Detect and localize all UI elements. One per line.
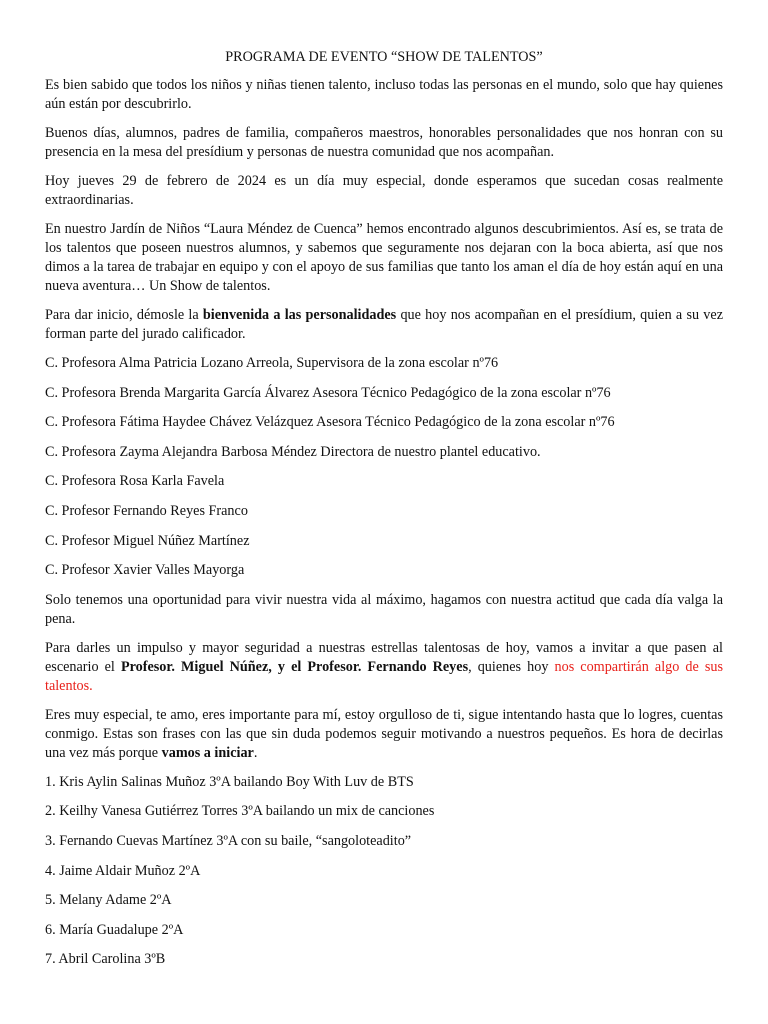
jury-member: C. Profesora Brenda Margarita García Álvarez Asesora Técnico Pedagógico de la zona escolar nº76 <box>45 384 611 401</box>
encourage-bold-text: vamos a iniciar <box>161 744 254 761</box>
welcome-text-end: que hoy nos acompañan en el presídium, quien a su vez forman parte del jurado calificador. <box>45 307 723 342</box>
intro-paragraph-1: Es bien sabido que todos los niños y niñas tienen talento, incluso todas las personas en el mundo, solo que hay quienes aún están por descubrirlo. <box>45 77 723 112</box>
jury-member: C. Profesora Alma Patricia Lozano Arreola, Supervisora de la zona escolar nº76 <box>45 355 499 371</box>
encourage-paragraph <box>45 706 723 763</box>
date-paragraph: Hoy jueves 29 de febrero de 2024 es un día muy especial, donde esperamos que sucedan cosas realmente extraordinarias. <box>45 173 723 208</box>
performer-item: 1. Kris Aylin Salinas Muñoz 3ºA bailando Boy With Luv de BTS <box>45 773 414 790</box>
performer-item: 6. María Guadalupe 2ºA <box>45 921 184 938</box>
welcome-paragraph <box>45 306 723 344</box>
greeting-paragraph: Buenos días, alumnos, padres de familia, compañeros maestros, honorables personalidades que nos honran con su presencia en la mesa del presídium y personas de nuestra comunidad que nos acompañan. <box>45 125 723 160</box>
performer-item: 4. Jaime Aldair Muñoz 2ºA <box>45 862 201 879</box>
motto-paragraph: Solo tenemos una oportunidad para vivir nuestra vida al máximo, hagamos con nuestra actitud que cada día valga la pena. <box>45 591 723 627</box>
invite-red-text: nos compartirán algo de sus talentos. <box>45 658 724 694</box>
jury-member: C. Profesora Fátima Haydee Chávez Velázquez Asesora Técnico Pedagógico de la zona escolar nº76 <box>45 414 615 431</box>
jury-list <box>45 354 723 580</box>
school-paragraph: En nuestro Jardín de Niños “Laura Méndez de Cuenca” hemos encontrado algunos descubrimientos. Así es, se trata de los talentos que poseen nuestros alumnos, y sabemos que seguramente nos dejaran con la boca abierta, así que nos dimos a la tarea de trabajar en equipo y con el apoyo de sus familias que tanto los aman el día de hoy están aquí en una nueva aventura… Un Show de talentos. <box>45 221 723 294</box>
invite-text-start: Para darles un impulso y mayor seguridad a nuestras estrellas talentosas de hoy, vamos a invitar a que pasen al escenario el <box>45 639 723 675</box>
invite-bold-names: Profesor. Miguel Núñez, y el Profesor. Fernando Reyes <box>120 658 469 675</box>
document-title: PROGRAMA DE EVENTO “SHOW DE TALENTOS” <box>225 49 543 65</box>
performer-list <box>45 773 723 970</box>
jury-member: C. Profesor Fernando Reyes Franco <box>45 502 248 519</box>
jury-member: C. Profesor Xavier Valles Mayorga <box>45 562 245 579</box>
performer-item: 3. Fernando Cuevas Martínez 3ºA con su baile, “sangoloteadito” <box>45 832 412 849</box>
encourage-text-start: Eres muy especial, te amo, eres importante para mí, estoy orgulloso de ti, sigue intentando hasta que lo logres, cuentas conmigo. Estas son frases con las que sin duda podemos seguir motivando a nuestros pequeños. Es hora de decirlas una vez más porque <box>45 706 723 761</box>
jury-member: C. Profesora Zayma Alejandra Barbosa Méndez Directora de nuestro plantel educativo. <box>45 443 541 460</box>
invite-paragraph <box>45 639 723 696</box>
encourage-text-end: . <box>253 744 258 761</box>
welcome-text-start: Para dar inicio, démosle la <box>45 307 203 323</box>
jury-member: C. Profesor Miguel Núñez Martínez <box>45 532 250 549</box>
invite-text-middle: , quienes hoy <box>468 658 555 675</box>
jury-member: C. Profesora Rosa Karla Favela <box>45 473 225 490</box>
performer-item: 2. Keilhy Vanesa Gutiérrez Torres 3ºA bailando un mix de canciones <box>45 803 435 820</box>
welcome-bold-text: bienvenida a las personalidades <box>202 307 397 323</box>
performer-item: 7. Abril Carolina 3ºB <box>45 951 166 968</box>
performer-item: 5. Melany Adame 2ºA <box>45 892 172 909</box>
